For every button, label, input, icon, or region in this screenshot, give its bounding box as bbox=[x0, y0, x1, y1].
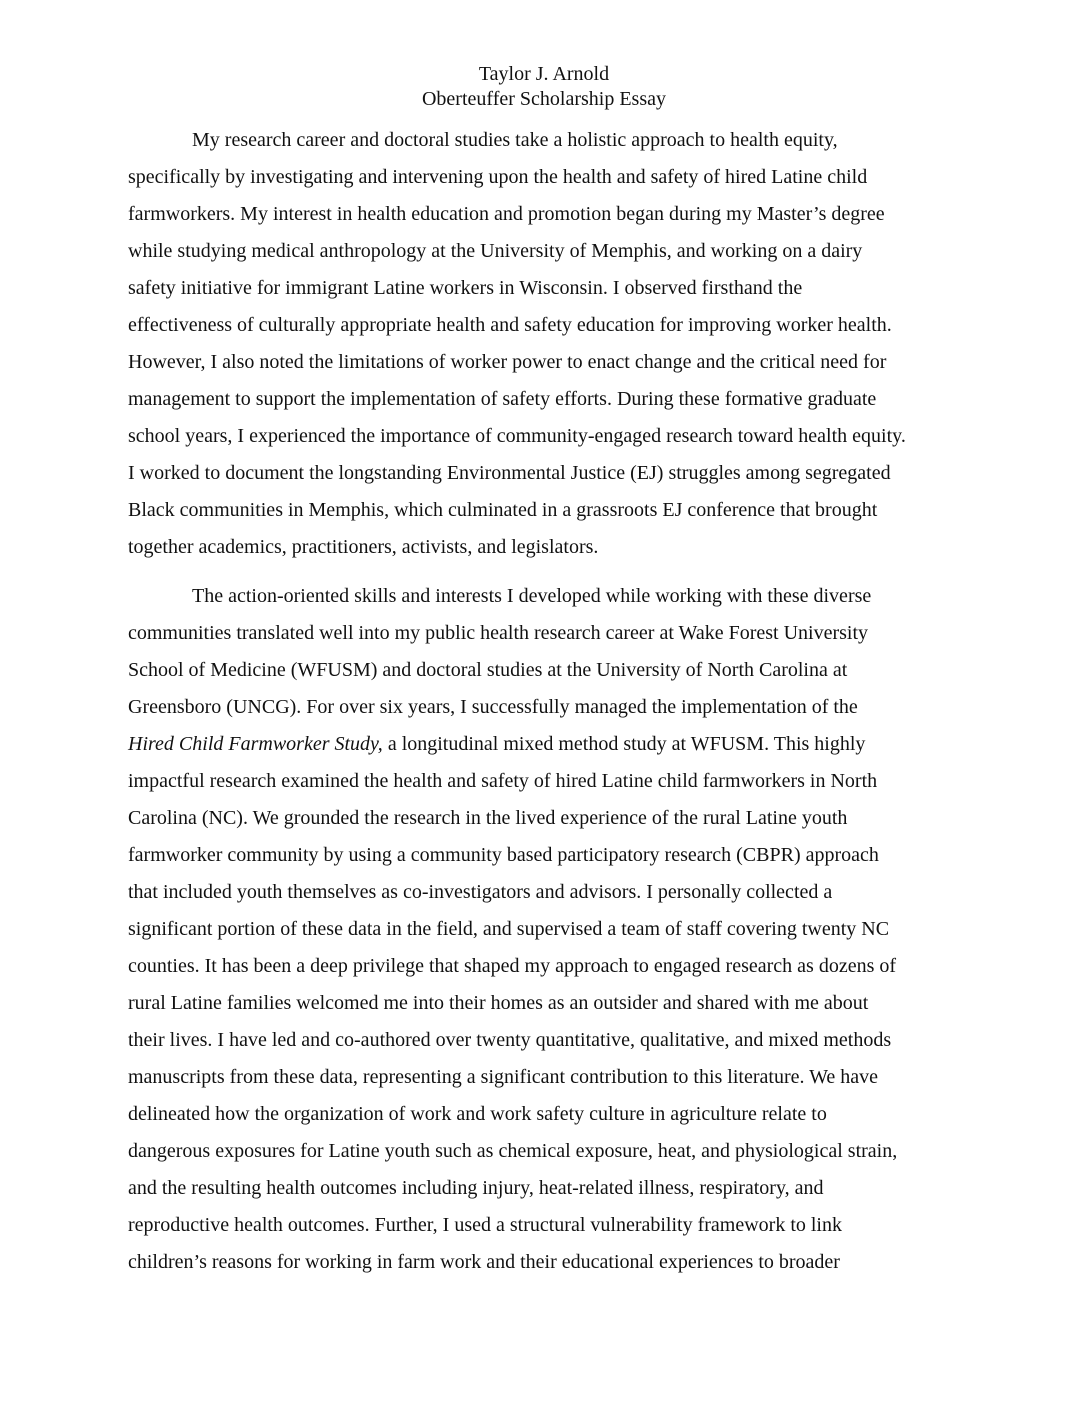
text-line: Carolina (NC). We grounded the research in the lived experience of the rural Latine youth bbox=[128, 807, 848, 829]
text-line: management to support the implementation of safety efforts. During these formative graduate bbox=[128, 388, 877, 410]
text-line: children’s reasons for working in farm work and their educational experiences to broader bbox=[128, 1251, 840, 1273]
text-line: significant portion of these data in the field, and supervised a team of staff covering twenty NC bbox=[128, 918, 890, 940]
text-line: while studying medical anthropology at the University of Memphis, and working on a dairy bbox=[128, 240, 863, 262]
text-line: that included youth themselves as co-investigators and advisors. I personally collected a bbox=[128, 881, 833, 903]
text-line: school years, I experienced the importance of community-engaged research toward health equity. bbox=[128, 425, 906, 447]
text-line: farmworker community by using a community based participatory research (CBPR) approach bbox=[128, 844, 879, 866]
text-line: Black communities in Memphis, which culminated in a grassroots EJ conference that brought bbox=[128, 499, 878, 521]
text-line: communities translated well into my public health research career at Wake Forest University bbox=[128, 622, 868, 644]
text-line: their lives. I have led and co-authored over twenty quantitative, qualitative, and mixed methods bbox=[128, 1029, 892, 1051]
essay-title: Oberteuffer Scholarship Essay bbox=[421, 88, 666, 110]
study-title: Hired Child Farmworker Study, bbox=[128, 733, 383, 755]
text-line: School of Medicine (WFUSM) and doctoral studies at the University of North Carolina at bbox=[128, 659, 848, 681]
text-line: effectiveness of culturally appropriate health and safety education for improving worker health. bbox=[128, 314, 892, 336]
text-line: rural Latine families welcomed me into their homes as an outsider and shared with me about bbox=[128, 992, 869, 1014]
text-line: and the resulting health outcomes including injury, heat-related illness, respiratory, and bbox=[128, 1177, 824, 1199]
text-line: reproductive health outcomes. Further, I used a structural vulnerability framework to link bbox=[128, 1214, 842, 1236]
text-line: Greensboro (UNCG). For over six years, I successfully managed the implementation of the bbox=[128, 696, 858, 718]
text-line: together academics, practitioners, activists, and legislators. bbox=[128, 536, 599, 558]
author-name: Taylor J. Arnold bbox=[478, 63, 610, 85]
text-line: farmworkers. My interest in health education and promotion began during my Master’s degree bbox=[128, 203, 885, 225]
text-line: I worked to document the longstanding Environmental Justice (EJ) struggles among segregated bbox=[128, 462, 891, 484]
text-line: However, I also noted the limitations of worker power to enact change and the critical need for bbox=[128, 351, 887, 373]
text-line: counties. It has been a deep privilege that shaped my approach to engaged research as dozens of bbox=[128, 955, 897, 977]
study-description: a longitudinal mixed method study at WFUSM. This highly bbox=[382, 733, 866, 755]
text-line: safety initiative for immigrant Latine workers in Wisconsin. I observed firsthand the bbox=[128, 277, 803, 299]
text-line: The action-oriented skills and interests I developed while working with these diverse bbox=[192, 585, 872, 607]
text-line: My research career and doctoral studies take a holistic approach to health equity, bbox=[192, 129, 838, 151]
text-line bbox=[128, 732, 865, 756]
text-line: specifically by investigating and intervening upon the health and safety of hired Latine child bbox=[128, 166, 868, 188]
essay-header bbox=[0, 62, 1088, 112]
text-line: impactful research examined the health and safety of hired Latine child farmworkers in North bbox=[128, 770, 878, 792]
text-line: manuscripts from these data, representing a significant contribution to this literature. We have bbox=[128, 1066, 879, 1088]
text-line: delineated how the organization of work and work safety culture in agriculture relate to bbox=[128, 1103, 827, 1125]
text-line: dangerous exposures for Latine youth such as chemical exposure, heat, and physiological strain, bbox=[128, 1140, 898, 1162]
